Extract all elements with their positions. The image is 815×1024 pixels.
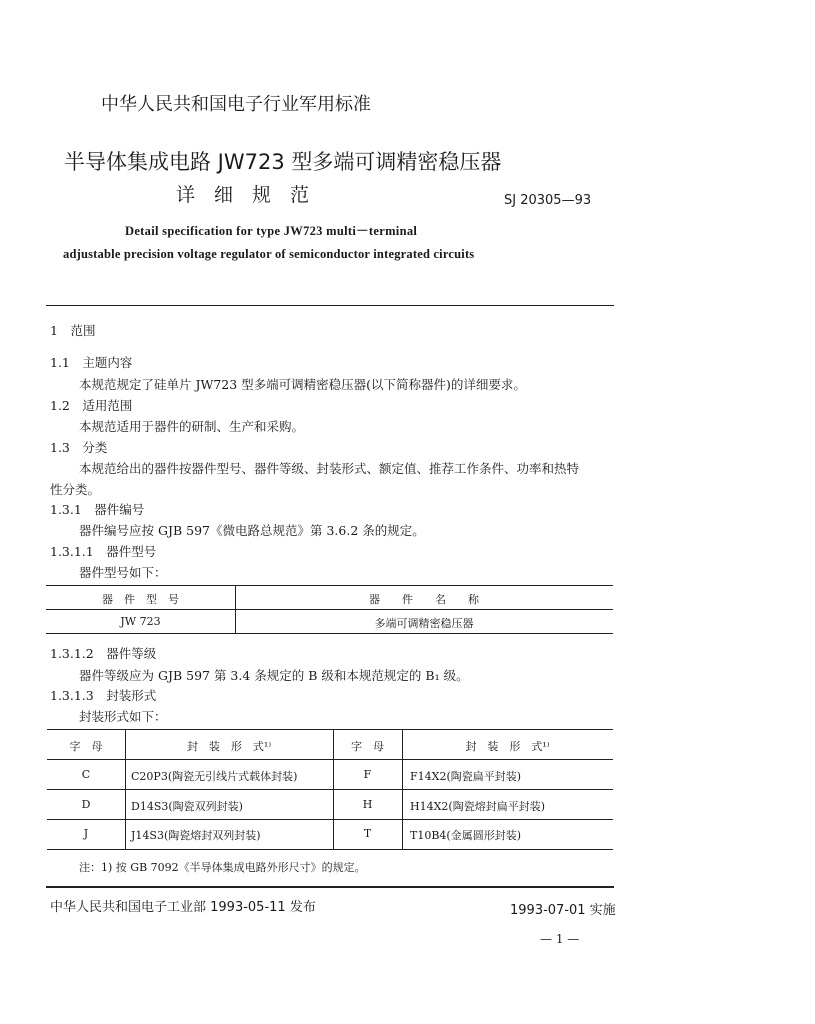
table-cell: T10B4(金属圆形封装) <box>410 829 521 842</box>
section-1-3-1-1-heading: 1.3.1.1 器件型号 <box>50 544 157 559</box>
table-cell: C <box>81 768 91 781</box>
pkg-header-form-1: 封 装 形 式¹⁾ <box>186 740 272 753</box>
table-cell: H14X2(陶瓷熔封扁平封装) <box>410 800 546 813</box>
section-1-3-heading: 1.3 分类 <box>50 440 108 455</box>
document-number: SJ 20305—93 <box>504 193 592 208</box>
effective-date: 1993-07-01 实施 <box>510 903 616 918</box>
section-1-2-heading: 1.2 适用范围 <box>50 398 133 413</box>
section-1-3-1-text: 器件编号应按 GJB 597《微电路总规范》第 3.6.2 条的规定。 <box>79 523 425 538</box>
table-cell: F14X2(陶瓷扁平封装) <box>410 770 522 783</box>
document-subtitle: 详 细 规 范 <box>176 184 310 206</box>
footnote: 注：1) 按 GB 7092《半导体集成电路外形尺寸》的规定。 <box>79 861 366 874</box>
section-1-3-1-heading: 1.3.1 器件编号 <box>50 502 145 517</box>
section-1-3-1-1-text: 器件型号如下： <box>79 565 167 580</box>
document-title: 半导体集成电路 JW723 型多端可调精密稳压器 <box>64 150 502 174</box>
table-cell: D14S3(陶瓷双列封装) <box>131 800 243 813</box>
section-1-1-text: 本规范规定了硅单片 JW723 型多端可调精密稳压器(以下简称器件)的详细要求。 <box>79 377 526 392</box>
table-cell: H <box>362 798 373 811</box>
section-1-3-1-3-heading: 1.3.1.3 封装形式 <box>50 688 157 703</box>
table-cell-device-type: JW 723 <box>120 615 161 628</box>
section-1-heading: 1 范围 <box>50 323 96 338</box>
section-1-3-1-2-heading: 1.3.1.2 器件等级 <box>50 646 157 661</box>
table-cell: F <box>363 768 372 781</box>
table-cell: J14S3(陶瓷熔封双列封装) <box>131 829 261 842</box>
section-1-2-text: 本规范适用于器件的研制、生产和采购。 <box>79 419 305 434</box>
section-1-3-1-3-text: 封装形式如下： <box>79 709 167 724</box>
page-number: — 1 — <box>540 932 580 946</box>
table-cell: J <box>83 827 89 840</box>
table-cell-device-name: 多端可调精密稳压器 <box>374 617 474 630</box>
table-header-device-type: 器 件 型 号 <box>102 593 179 606</box>
table-header-device-name: 器 件 名 称 <box>369 593 479 606</box>
table-cell: D <box>81 798 91 811</box>
table-cell: T <box>363 827 372 840</box>
section-1-3-1-2-text: 器件等级应为 GJB 597 第 3.4 条规定的 B 级和本规范规定的 B₁ 级。 <box>79 668 469 683</box>
issuer-line: 中华人民共和国电子工业部 1993-05-11 发布 <box>50 900 316 915</box>
section-1-3-text-line2: 性分类。 <box>50 482 101 497</box>
pkg-header-form-2: 封 装 形 式¹⁾ <box>465 740 550 753</box>
english-title-line2: adjustable precision voltage regulator of semiconductor integrated circuits <box>63 247 475 261</box>
pkg-header-letter-1: 字 母 <box>69 740 103 753</box>
header-divider <box>46 305 614 306</box>
english-title-line1: Detail specification for type JW723 multi－terminal <box>125 224 418 238</box>
standard-title: 中华人民共和国电子行业军用标准 <box>101 94 371 115</box>
section-1-3-text-line1: 本规范给出的器件按器件型号、器件等级、封装形式、额定值、推荐工作条件、功率和热特 <box>79 461 580 476</box>
table-cell: C20P3(陶瓷无引线片式载体封装) <box>131 770 298 783</box>
section-1-1-heading: 1.1 主题内容 <box>50 355 133 370</box>
footer-divider <box>46 886 614 888</box>
pkg-header-letter-2: 字 母 <box>351 740 384 753</box>
